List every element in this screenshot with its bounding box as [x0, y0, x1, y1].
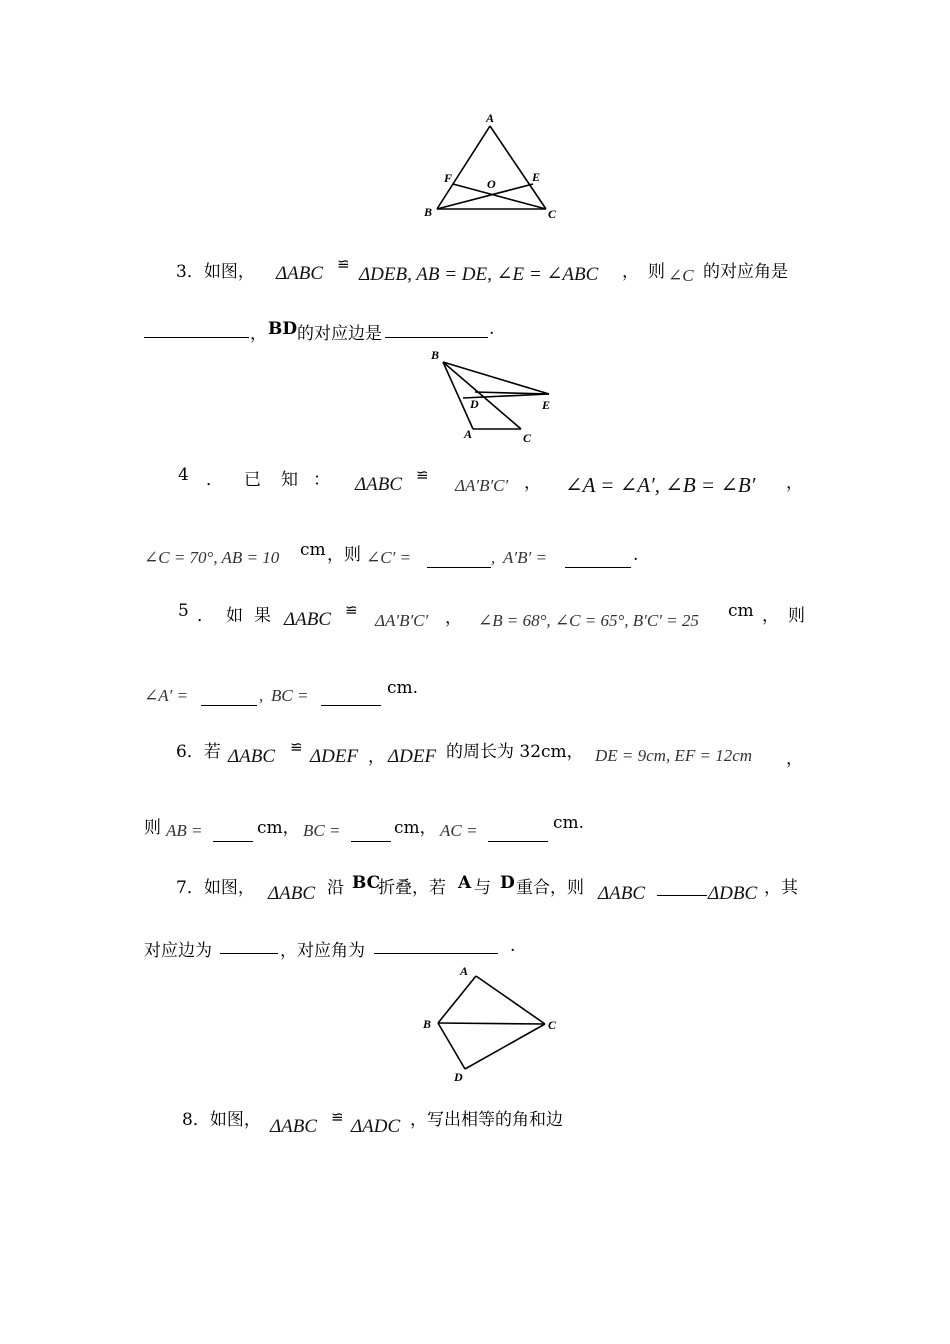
q6-comma: ，: [368, 747, 385, 767]
q4-sep: ,: [491, 548, 496, 567]
q7-line2-angles: ，对应角为: [280, 941, 365, 961]
q6-congruent: ≌: [290, 738, 303, 756]
q5-math-abc: ΔABC: [284, 609, 332, 630]
q3-line2-tail: 的对应边是: [297, 324, 382, 344]
q4-line2-math2: ∠C′ =: [366, 548, 412, 567]
q7-a: A: [458, 873, 472, 893]
q6-unit1: cm，: [257, 818, 300, 838]
q4-dot: ．: [206, 470, 223, 490]
q5-comma: ，: [445, 608, 462, 628]
q7-fold2: 折叠，若: [378, 878, 446, 898]
q7-blank-angles[interactable]: [374, 953, 498, 954]
fig3-label-b: B: [423, 1017, 432, 1031]
q4-comma: ，: [524, 473, 541, 493]
q7-bc: BC: [352, 873, 381, 893]
figure-triangle-abc-cevians: [415, 110, 575, 225]
q6-math-ac: AC =: [440, 821, 478, 840]
q5-sep: ,: [259, 686, 264, 705]
q3-tail: 的对应角是: [703, 262, 788, 282]
q6-math-ab: AB =: [166, 821, 203, 840]
q7-blank-sides[interactable]: [220, 953, 278, 954]
q8-math-abc: ΔABC: [270, 1116, 318, 1137]
q7-line2-sides: 对应边为: [144, 941, 212, 961]
q3-bd: BD: [268, 319, 298, 339]
q6-perimeter: 的周长为 32cm，: [446, 742, 584, 762]
q5-line2-math1: ∠A′ =: [144, 686, 189, 705]
q4-unit: cm: [300, 540, 326, 560]
q6-blank-ab[interactable]: [213, 827, 253, 842]
q4-blank-side[interactable]: [565, 553, 631, 568]
q3-number: 3．如图，: [176, 262, 255, 282]
q7-period: .: [510, 936, 516, 956]
fig2-label-c: C: [523, 431, 532, 445]
q3-math-abc: ΔABC: [276, 263, 324, 284]
q6-blank-bc[interactable]: [351, 827, 391, 842]
figure-triangles-bde-abc: [425, 345, 560, 450]
q4-colon: ：: [313, 470, 330, 490]
q5-line2-unit: cm.: [387, 678, 419, 698]
q5-math-abc-prime: ΔA′B′C′: [375, 611, 429, 630]
q7-fold1: 沿: [327, 878, 344, 898]
q6-line2-then: 则: [144, 818, 161, 838]
q7-math-abc2: ΔABC: [598, 883, 646, 904]
q6-math-def2: ΔDEF: [388, 746, 437, 767]
q3-math-deb: ΔDEB, AB = DE, ∠E = ∠ABC: [359, 264, 599, 285]
q8-tail: ，写出相等的角和边: [410, 1110, 563, 1130]
q5-char-guo: 果: [254, 606, 271, 626]
q3-blank-side[interactable]: [385, 323, 488, 338]
q6-number: 6．若: [176, 742, 221, 762]
q8-number: 8．如图，: [182, 1110, 261, 1130]
fig2-label-a: A: [464, 427, 473, 441]
q6-comma2: ，: [786, 749, 803, 769]
q5-char-ru: 如: [226, 606, 243, 626]
fig1-label-a: A: [486, 111, 495, 125]
fig3-label-c: C: [548, 1018, 557, 1032]
fig2-label-d: D: [470, 397, 479, 411]
fig3-label-a: A: [460, 964, 469, 978]
fig1-label-c: C: [548, 207, 557, 221]
q7-math-abc: ΔABC: [268, 883, 316, 904]
q4-then: ，则: [327, 545, 361, 565]
q6-math-abc: ΔABC: [228, 746, 276, 767]
q3-blank-angle[interactable]: [144, 323, 249, 338]
q4-blank-angle[interactable]: [427, 553, 491, 568]
q4-line2-math3: A′B′ =: [503, 548, 547, 567]
q3-period: .: [489, 319, 495, 339]
fig2-label-e: E: [542, 398, 551, 412]
q5-number: 5: [178, 601, 189, 621]
q4-number: 4: [178, 465, 189, 485]
q6-unit3: cm.: [553, 813, 585, 833]
q7-d: D: [500, 873, 515, 893]
q6-math-bc: BC =: [303, 821, 341, 840]
q6-blank-ac[interactable]: [488, 827, 548, 842]
q4-math-abc-prime: ΔA′B′C′: [455, 476, 509, 495]
q7-math-dbc: ΔDBC: [708, 883, 758, 904]
q3-angle-c: ∠C: [668, 266, 694, 285]
q5-math-values: ∠B = 68°, ∠C = 65°, B′C′ = 25: [478, 611, 699, 630]
q5-comma2: ，: [762, 606, 779, 626]
q5-blank-side[interactable]: [321, 691, 381, 706]
q5-blank-angle[interactable]: [201, 691, 257, 706]
q6-unit2: cm，: [394, 818, 437, 838]
q5-unit: cm: [728, 601, 754, 621]
q7-number: 7．如图，: [176, 878, 255, 898]
q4-char-yi: 已: [244, 470, 261, 490]
q5-then: 则: [788, 606, 805, 626]
fig1-label-o: O: [487, 177, 496, 191]
q3-comma: ，: [622, 262, 639, 282]
fig3-label-d: D: [454, 1070, 463, 1084]
q7-coincide: 重合，则: [516, 878, 584, 898]
q8-congruent: ≌: [331, 1108, 344, 1126]
q4-math-angles: ∠A = ∠A′, ∠B = ∠B′: [565, 473, 756, 497]
q4-period: .: [633, 545, 639, 565]
q7-tail: ，其: [764, 878, 798, 898]
q4-comma2: ，: [786, 473, 803, 493]
q5-congruent: ≌: [345, 601, 358, 619]
q5-dot: ．: [197, 606, 214, 626]
q4-math-abc: ΔABC: [355, 474, 403, 495]
q4-line2-math1: ∠C = 70°, AB = 10: [144, 548, 280, 567]
q7-relation-blank[interactable]: [657, 895, 707, 896]
q6-math-def: ΔDEF: [310, 746, 359, 767]
q6-math-sides: DE = 9cm, EF = 12cm: [595, 746, 753, 765]
fig1-label-f: F: [444, 171, 453, 185]
q3-then: 则: [648, 262, 665, 282]
q3-congruent: ≌: [337, 255, 350, 273]
fig1-label-e: E: [532, 170, 541, 184]
fig2-label-b: B: [431, 348, 440, 362]
q7-with: 与: [474, 878, 491, 898]
q4-char-zhi: 知: [281, 470, 298, 490]
q8-math-adc: ΔADC: [351, 1116, 401, 1137]
q3-line2-comma: ，: [250, 324, 267, 344]
q4-congruent: ≌: [416, 466, 429, 484]
fig1-label-b: B: [424, 205, 433, 219]
q5-line2-math2: BC =: [271, 686, 309, 705]
figure-kite-abdc: [420, 963, 570, 1085]
